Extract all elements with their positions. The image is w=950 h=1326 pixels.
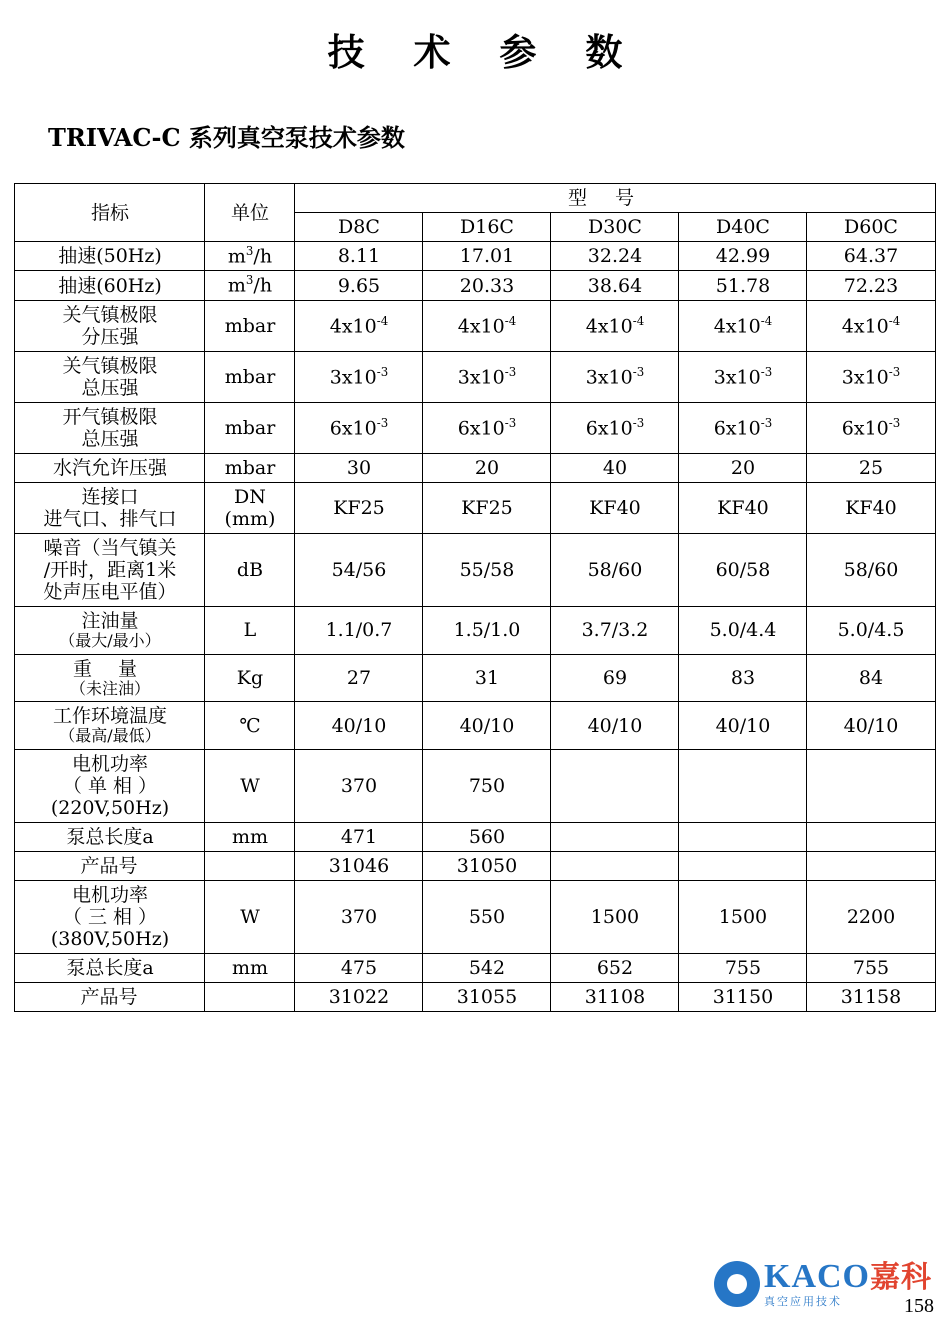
table-cell: 30	[295, 453, 423, 482]
table-cell: 1500	[679, 881, 807, 954]
table-cell	[679, 822, 807, 851]
row-indicator	[15, 654, 205, 702]
logo-circle-icon	[714, 1261, 760, 1307]
table-row	[15, 453, 935, 482]
header-model-group: 型号	[295, 184, 935, 213]
table-cell: 64.37	[807, 242, 935, 271]
row-unit	[205, 983, 295, 1012]
table-row	[15, 271, 935, 300]
table-cell: KF40	[551, 483, 679, 534]
row-indicator	[15, 702, 205, 750]
row-indicator-line2: （未注油）	[69, 678, 150, 698]
table-cell: KF40	[807, 483, 935, 534]
table-cell: 42.99	[679, 242, 807, 271]
table-cell: 38.64	[551, 271, 679, 300]
row-indicator-line2: 总压强	[81, 376, 139, 399]
row-unit: mbar	[205, 453, 295, 482]
table-cell: 58/60	[551, 534, 679, 607]
table-cell: 370	[295, 881, 423, 954]
table-cell: 84	[807, 654, 935, 702]
row-indicator	[15, 534, 205, 607]
table-cell: $3x10^{-3}$	[295, 351, 423, 402]
logo-tagline: 真空应用技术	[764, 1296, 842, 1308]
row-indicator-line3: (220V,50Hz)	[50, 796, 170, 819]
table-cell: $4x10^{-4}$	[807, 300, 935, 351]
row-indicator-line1: 开气镇极限	[62, 405, 158, 428]
row-indicator: 产品号	[15, 983, 205, 1012]
row-unit: mbar	[205, 300, 295, 351]
table-row	[15, 881, 935, 954]
row-indicator-line1: 关气镇极限	[62, 303, 158, 326]
row-indicator	[15, 351, 205, 402]
row-unit: Kg	[205, 654, 295, 702]
table-cell: 54/56	[295, 534, 423, 607]
row-indicator	[15, 483, 205, 534]
table-row	[15, 654, 935, 702]
table-cell: 370	[295, 749, 423, 822]
table-cell: $4x10^{-4}$	[551, 300, 679, 351]
row-indicator-line2: （ 三 相 ）	[62, 906, 158, 929]
row-unit	[205, 483, 295, 534]
table-cell: 69	[551, 654, 679, 702]
row-indicator	[15, 300, 205, 351]
table-row	[15, 242, 935, 271]
table-cell: 55/58	[423, 534, 551, 607]
page-subtitle: TRIVAC-C 系列真空泵技术参数	[48, 123, 405, 152]
table-cell: 542	[423, 954, 551, 983]
table-cell: $4x10^{-4}$	[423, 300, 551, 351]
row-unit-line1: DN	[234, 486, 266, 508]
row-indicator-line1: 关气镇极限	[62, 354, 158, 377]
row-unit: L	[205, 607, 295, 655]
row-indicator-line1: 工作环境温度	[52, 705, 167, 728]
row-indicator-line2: 总压强	[81, 427, 139, 450]
table-cell	[807, 822, 935, 851]
table-cell	[551, 749, 679, 822]
row-unit: mbar	[205, 402, 295, 453]
table-row	[15, 300, 935, 351]
table-cell: 31022	[295, 983, 423, 1012]
table-cell: 40/10	[551, 702, 679, 750]
model-name: D40C	[679, 213, 807, 242]
row-indicator: 水汽允许压强	[15, 453, 205, 482]
row-indicator: 抽速(60Hz)	[15, 271, 205, 300]
table-row	[15, 702, 935, 750]
table-cell: 60/58	[679, 534, 807, 607]
table-cell: 471	[295, 822, 423, 851]
table-cell: 8.11	[295, 242, 423, 271]
table-cell: 27	[295, 654, 423, 702]
row-indicator: 抽速(50Hz)	[15, 242, 205, 271]
header-unit: 单位	[205, 184, 295, 242]
logo-brand-latin: KACO	[764, 1258, 870, 1295]
page-number: 158	[904, 1295, 934, 1317]
row-unit: mm	[205, 822, 295, 851]
table-cell: 31150	[679, 983, 807, 1012]
table-cell: 31108	[551, 983, 679, 1012]
table-cell: 550	[423, 881, 551, 954]
table-cell: 1.5/1.0	[423, 607, 551, 655]
table-row	[15, 822, 935, 851]
table-cell	[807, 749, 935, 822]
row-indicator	[15, 402, 205, 453]
table-cell	[807, 852, 935, 881]
table-cell: 652	[551, 954, 679, 983]
table-cell: $3x10^{-3}$	[423, 351, 551, 402]
table-cell: 25	[807, 453, 935, 482]
table-row	[15, 852, 935, 881]
table-cell: 750	[423, 749, 551, 822]
row-indicator: 泵总长度a	[15, 954, 205, 983]
table-cell: 755	[679, 954, 807, 983]
logo-brand-cn: 嘉科	[870, 1261, 932, 1294]
watermark-logo	[714, 1260, 932, 1308]
table-cell: $3x10^{-3}$	[551, 351, 679, 402]
table-cell: 1500	[551, 881, 679, 954]
table-cell	[551, 852, 679, 881]
table-cell	[679, 749, 807, 822]
specifications-table	[14, 183, 935, 1012]
row-unit: W	[205, 749, 295, 822]
table-cell: $6x10^{-3}$	[807, 402, 935, 453]
table-cell: 31	[423, 654, 551, 702]
row-unit-line2: (mm)	[224, 508, 276, 531]
table-row	[15, 749, 935, 822]
table-cell: 72.23	[807, 271, 935, 300]
table-cell: 20.33	[423, 271, 551, 300]
row-indicator-line2: 分压强	[81, 325, 139, 348]
table-cell	[551, 822, 679, 851]
table-cell: 58/60	[807, 534, 935, 607]
row-unit: W	[205, 881, 295, 954]
table-cell: 560	[423, 822, 551, 851]
row-indicator: 泵总长度a	[15, 822, 205, 851]
table-cell: 17.01	[423, 242, 551, 271]
table-row	[15, 954, 935, 983]
table-row	[15, 534, 935, 607]
table-cell: 83	[679, 654, 807, 702]
logo-brand	[764, 1260, 932, 1294]
model-name: D8C	[295, 213, 423, 242]
row-indicator-line1: 电机功率	[71, 752, 148, 775]
row-indicator-line2: 进气口、排气口	[43, 508, 177, 531]
table-row	[15, 351, 935, 402]
table-cell: $6x10^{-3}$	[423, 402, 551, 453]
row-indicator-line2: （ 单 相 ）	[62, 774, 158, 797]
table-cell: 20	[423, 453, 551, 482]
row-unit: ℃	[205, 702, 295, 750]
model-name: D30C	[551, 213, 679, 242]
row-indicator-line2: （最大/最小）	[59, 631, 161, 651]
row-unit: $m^3/h$	[205, 271, 295, 300]
row-indicator-line1: 注油量	[81, 610, 139, 633]
row-indicator-line2: /开时，距离1米	[43, 559, 177, 582]
table-row	[15, 607, 935, 655]
row-indicator-line1: 噪音（当气镇关	[43, 537, 177, 560]
header-indicator: 指标	[15, 184, 205, 242]
table-cell: 475	[295, 954, 423, 983]
table-cell: 31046	[295, 852, 423, 881]
page-title: 技 术 参 数	[327, 30, 641, 74]
table-cell: $3x10^{-3}$	[807, 351, 935, 402]
table-cell: 40/10	[295, 702, 423, 750]
table-cell: 2200	[807, 881, 935, 954]
row-indicator	[15, 607, 205, 655]
model-name: D16C	[423, 213, 551, 242]
table-cell: 32.24	[551, 242, 679, 271]
table-cell: 3.7/3.2	[551, 607, 679, 655]
table-cell: 5.0/4.5	[807, 607, 935, 655]
row-indicator: 产品号	[15, 852, 205, 881]
table-cell: 755	[807, 954, 935, 983]
table-row	[15, 983, 935, 1012]
table-row	[15, 483, 935, 534]
row-indicator-line3: (380V,50Hz)	[50, 928, 170, 951]
table-cell: KF25	[295, 483, 423, 534]
row-unit: dB	[205, 534, 295, 607]
table-cell: 51.78	[679, 271, 807, 300]
table-cell: 40	[551, 453, 679, 482]
table-cell: KF40	[679, 483, 807, 534]
row-unit: mm	[205, 954, 295, 983]
table-cell: $4x10^{-4}$	[679, 300, 807, 351]
model-name: D60C	[807, 213, 935, 242]
table-cell: 40/10	[807, 702, 935, 750]
row-indicator	[15, 881, 205, 954]
row-unit: mbar	[205, 351, 295, 402]
table-cell: 31050	[423, 852, 551, 881]
table-cell: KF25	[423, 483, 551, 534]
table-row	[15, 402, 935, 453]
row-unit: $m^3/h$	[205, 242, 295, 271]
table-cell: 31158	[807, 983, 935, 1012]
row-indicator-line1: 电机功率	[71, 884, 148, 907]
row-indicator-line2: （最高/最低）	[59, 726, 161, 746]
table-cell: $6x10^{-3}$	[679, 402, 807, 453]
table-cell	[679, 852, 807, 881]
row-indicator-line1: 连接口	[81, 486, 139, 508]
table-cell: 31055	[423, 983, 551, 1012]
table-cell: 40/10	[679, 702, 807, 750]
row-indicator	[15, 749, 205, 822]
table-cell: 40/10	[423, 702, 551, 750]
row-indicator-line3: 处声压电平值）	[43, 581, 177, 604]
table-cell: $6x10^{-3}$	[295, 402, 423, 453]
table-cell: 1.1/0.7	[295, 607, 423, 655]
table-cell: $6x10^{-3}$	[551, 402, 679, 453]
table-cell: $3x10^{-3}$	[679, 351, 807, 402]
table-header-row	[15, 184, 935, 213]
row-indicator-line1: 重 量	[72, 657, 147, 680]
table-cell: $4x10^{-4}$	[295, 300, 423, 351]
table-cell: 20	[679, 453, 807, 482]
table-cell: 9.65	[295, 271, 423, 300]
table-cell: 5.0/4.4	[679, 607, 807, 655]
row-unit	[205, 852, 295, 881]
